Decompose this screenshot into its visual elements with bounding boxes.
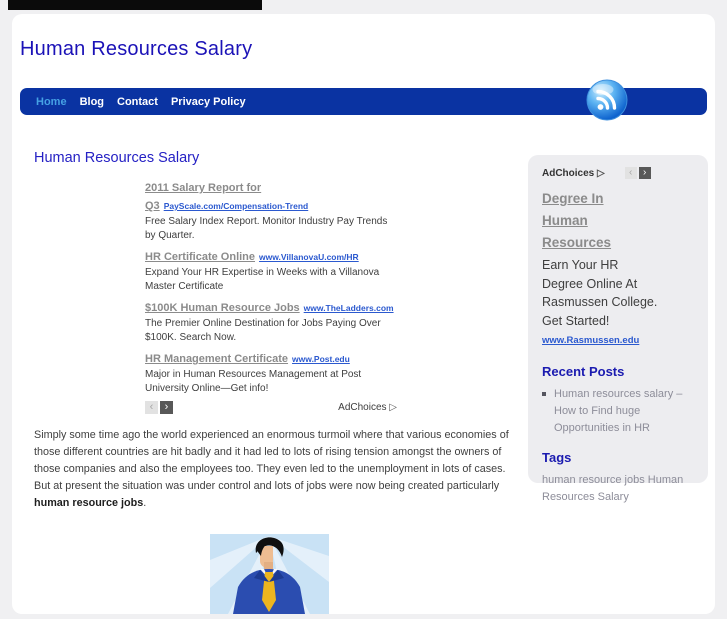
- prev-arrow-icon[interactable]: ‹: [145, 401, 158, 414]
- businessman-illustration: [210, 534, 329, 614]
- nav-item-privacy-policy[interactable]: Privacy Policy: [170, 95, 246, 108]
- bullet-square-icon: [542, 392, 546, 396]
- recent-post-item: [542, 386, 700, 437]
- tag-link[interactable]: human resource jobs: [542, 474, 645, 486]
- recent-posts-list: [542, 386, 698, 437]
- sidebar-ad-headline-link[interactable]: Degree In Human Resources: [542, 191, 612, 250]
- sidebar-ad-display-url[interactable]: www.Rasmussen.edu: [542, 335, 640, 346]
- nav-item-contact[interactable]: Contact: [117, 95, 158, 108]
- sidebar-prev-arrow-icon[interactable]: ‹: [625, 167, 637, 179]
- sidebar-ad-description: Earn Your HR Degree Online At Rasmussen College. Get Started!: [542, 258, 658, 328]
- tags-heading: Tags: [542, 450, 572, 465]
- ad-headline-link[interactable]: HR Management Certificate: [145, 353, 289, 365]
- ad-pager: [145, 401, 173, 414]
- ad-display-url[interactable]: www.TheLadders.com: [303, 303, 394, 313]
- recent-post-link[interactable]: Human resources salary – How to Find huge Opportunities in HR: [554, 388, 683, 434]
- article-bold-link[interactable]: human resource jobs: [34, 497, 144, 509]
- ad-headline-link[interactable]: $100K Human Resource Jobs: [145, 302, 300, 314]
- ad-entry: [145, 349, 397, 395]
- nav-item-blog[interactable]: Blog: [79, 95, 105, 108]
- main-content: [34, 150, 524, 614]
- adchoices-triangle-icon: ▷: [389, 402, 397, 413]
- ad-display-url[interactable]: PayScale.com/Compensation-Trend: [163, 201, 309, 211]
- article-text: Simply some time ago the world experienced an enormous turmoil where that various economies of those different countries are hit badly and it had led to lots of rising tension amongst the owners of those companies and also the employees too. They even led to the unemployment in lots of cases. But at present the situation was under control and lots of jobs were now being created particularly: [34, 429, 509, 492]
- content-card: [12, 14, 715, 614]
- sidebar-adchoices-link[interactable]: [542, 168, 605, 179]
- recent-posts-heading: Recent Posts: [542, 364, 625, 379]
- ad-entry: [145, 298, 397, 344]
- ad-display-url[interactable]: www.Post.edu: [292, 354, 350, 364]
- tag-cloud: [542, 472, 700, 506]
- sidebar-adchoices-triangle-icon: ▷: [597, 167, 605, 179]
- sidebar: [528, 155, 708, 503]
- ad-headline-link[interactable]: HR Certificate Online: [145, 251, 256, 263]
- sidebar-next-arrow-icon[interactable]: ›: [639, 167, 651, 179]
- ad-entry: [145, 178, 397, 242]
- ad-entry: [145, 247, 397, 293]
- ad-description: Expand Your HR Expertise in Weeks with a Villanova Master Certificate: [145, 267, 380, 292]
- rss-icon[interactable]: [586, 79, 628, 121]
- sidebar-ad-header: [542, 167, 698, 179]
- adsense-block: [145, 178, 397, 414]
- article-paragraph: [34, 427, 518, 512]
- tag-link[interactable]: Human Resources Salary: [542, 474, 684, 503]
- adchoices-link[interactable]: [338, 402, 397, 413]
- ad-footer: [145, 401, 397, 414]
- adchoices-label: AdChoices: [338, 402, 387, 413]
- nav-item-home[interactable]: Home: [36, 95, 67, 108]
- sidebar-ad-pager: [625, 167, 651, 179]
- ad-description: The Premier Online Destination for Jobs Paying Over $100K. Search Now.: [145, 318, 381, 343]
- site-title: Human Resources Salary: [20, 38, 253, 60]
- top-black-bar: [8, 0, 262, 10]
- ad-headline-link[interactable]: 2011 Salary Report for Q3: [145, 182, 262, 212]
- ad-description: Major in Human Resources Management at Post University Online—Get info!: [145, 369, 362, 394]
- ad-description: Free Salary Index Report. Monitor Industry Pay Trends by Quarter.: [145, 216, 388, 241]
- ad-display-url[interactable]: www.VillanovaU.com/HR: [259, 252, 359, 262]
- post-title: Human Resources Salary: [34, 150, 200, 166]
- next-arrow-icon[interactable]: ›: [160, 401, 173, 414]
- article-text-end: .: [143, 497, 147, 509]
- sidebar-adchoices-label: AdChoices: [542, 167, 595, 179]
